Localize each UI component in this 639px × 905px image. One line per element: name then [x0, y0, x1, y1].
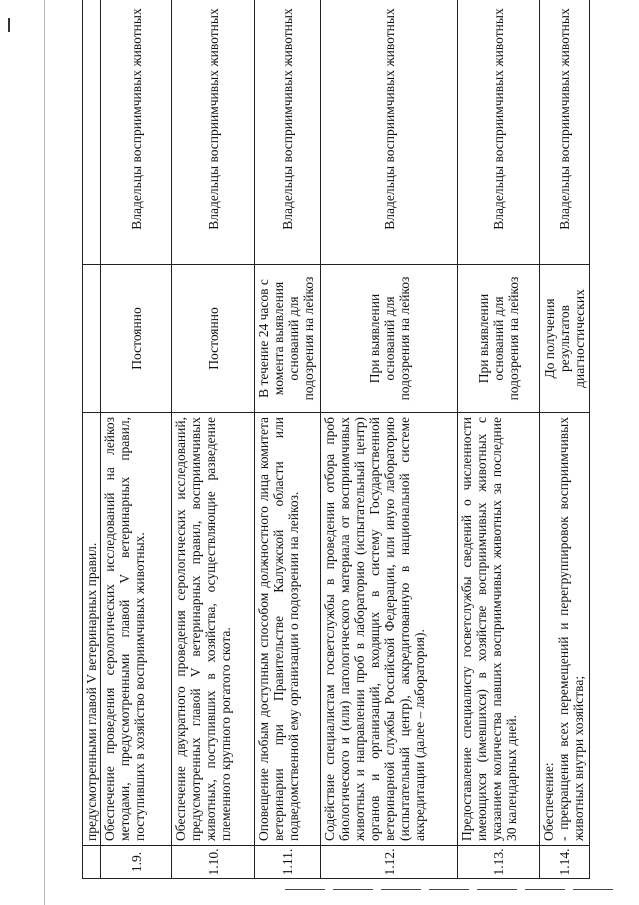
measure-description: предусмотренными главой V ветеринарных правил. [83, 413, 101, 846]
table-row [255, 0, 321, 879]
footer-dash [381, 889, 421, 890]
table-row [83, 0, 101, 879]
measure-description: Обеспечение: - прекращения всех перемещений и перегруппировок восприимчивых животных внутри хозяйства; [540, 413, 590, 846]
measure-term: При выявлении оснований для подозрения на лейкоз [458, 265, 540, 413]
measures-table [82, 0, 590, 879]
measure-responsible: Владельцы восприимчивых животных [255, 0, 321, 265]
table-row [101, 0, 172, 879]
measure-description: Обеспечение двукратного проведения серологических исследований, предусмотренных главой V ветеринарных правил, восприимчивых животных, поступивших в хозяйства, осуществляющие разведение племенного крупного рогатого скота. [172, 413, 255, 846]
footer-dash [477, 889, 517, 890]
footer-dash [285, 889, 325, 890]
table-row [172, 0, 255, 879]
measure-description: Содействие специалистам госветслужбы в проведении отбора проб биологического и (или) патологического материала от восприимчивых животных и направлении проб в лабораторию (испытательный центр) органов и организаций, входящих в систему Государственной ветеринарной службы Российской Федерации, или иную лабораторию (испытательный центр), аккредитованную в национальной системе аккредитации (далее – лаборатория). [321, 413, 458, 846]
table-row [458, 0, 540, 879]
rotated-table-page [82, 0, 628, 879]
measure-responsible: Владельцы восприимчивых животных [321, 0, 458, 265]
row-number [83, 846, 101, 879]
measure-term: До получения результатов диагностических [540, 265, 590, 413]
measure-description: Оповещение любым доступным способом должностного лица комитета ветеринарии при Правительстве Калужской области или подведомственной ему организации о подозрении на лейкоз. [255, 413, 321, 846]
row-number: 1.13. [458, 846, 540, 879]
table-row [540, 0, 590, 879]
measure-responsible: Владельцы восприимчивых животных [101, 0, 172, 265]
row-number: 1.14. [540, 846, 590, 879]
row-number: 1.11. [255, 846, 321, 879]
measure-term: В течение 24 часов с момента выявления оснований для подозрения на лейкоз [255, 265, 321, 413]
measure-term: Постоянно [101, 265, 172, 413]
measure-responsible: Владельцы восприимчивых животных [458, 0, 540, 265]
row-number: 1.12. [321, 846, 458, 879]
footer-dash [573, 889, 613, 890]
measure-term: При выявлении оснований для подозрения на лейкоз [321, 265, 458, 413]
row-number: 1.9. [101, 846, 172, 879]
scan-mark [8, 18, 10, 32]
footer-dash [429, 889, 469, 890]
measure-term [83, 265, 101, 413]
table-row [321, 0, 458, 879]
measure-term: Постоянно [172, 265, 255, 413]
measure-description: Предоставление специалисту госветслужбы сведений о численности имеющихся (имевшихся) в хозяйстве восприимчивых животных с указанием количества павших восприимчивых животных за последние 30 календарных дней. [458, 413, 540, 846]
measure-description: Обеспечение проведения серологических исследований на лейкоз методами, предусмотренными главой V ветеринарных правил, поступивших в хозяйство восприимчивых животных. [101, 413, 172, 846]
row-number: 1.10. [172, 846, 255, 879]
page-margin-line [44, 0, 45, 905]
measure-responsible: Владельцы восприимчивых животных [172, 0, 255, 265]
measure-responsible: Владельцы восприимчивых животных [540, 0, 590, 265]
measure-responsible [83, 0, 101, 265]
footer-dash [333, 889, 373, 890]
footer-dash [525, 889, 565, 890]
